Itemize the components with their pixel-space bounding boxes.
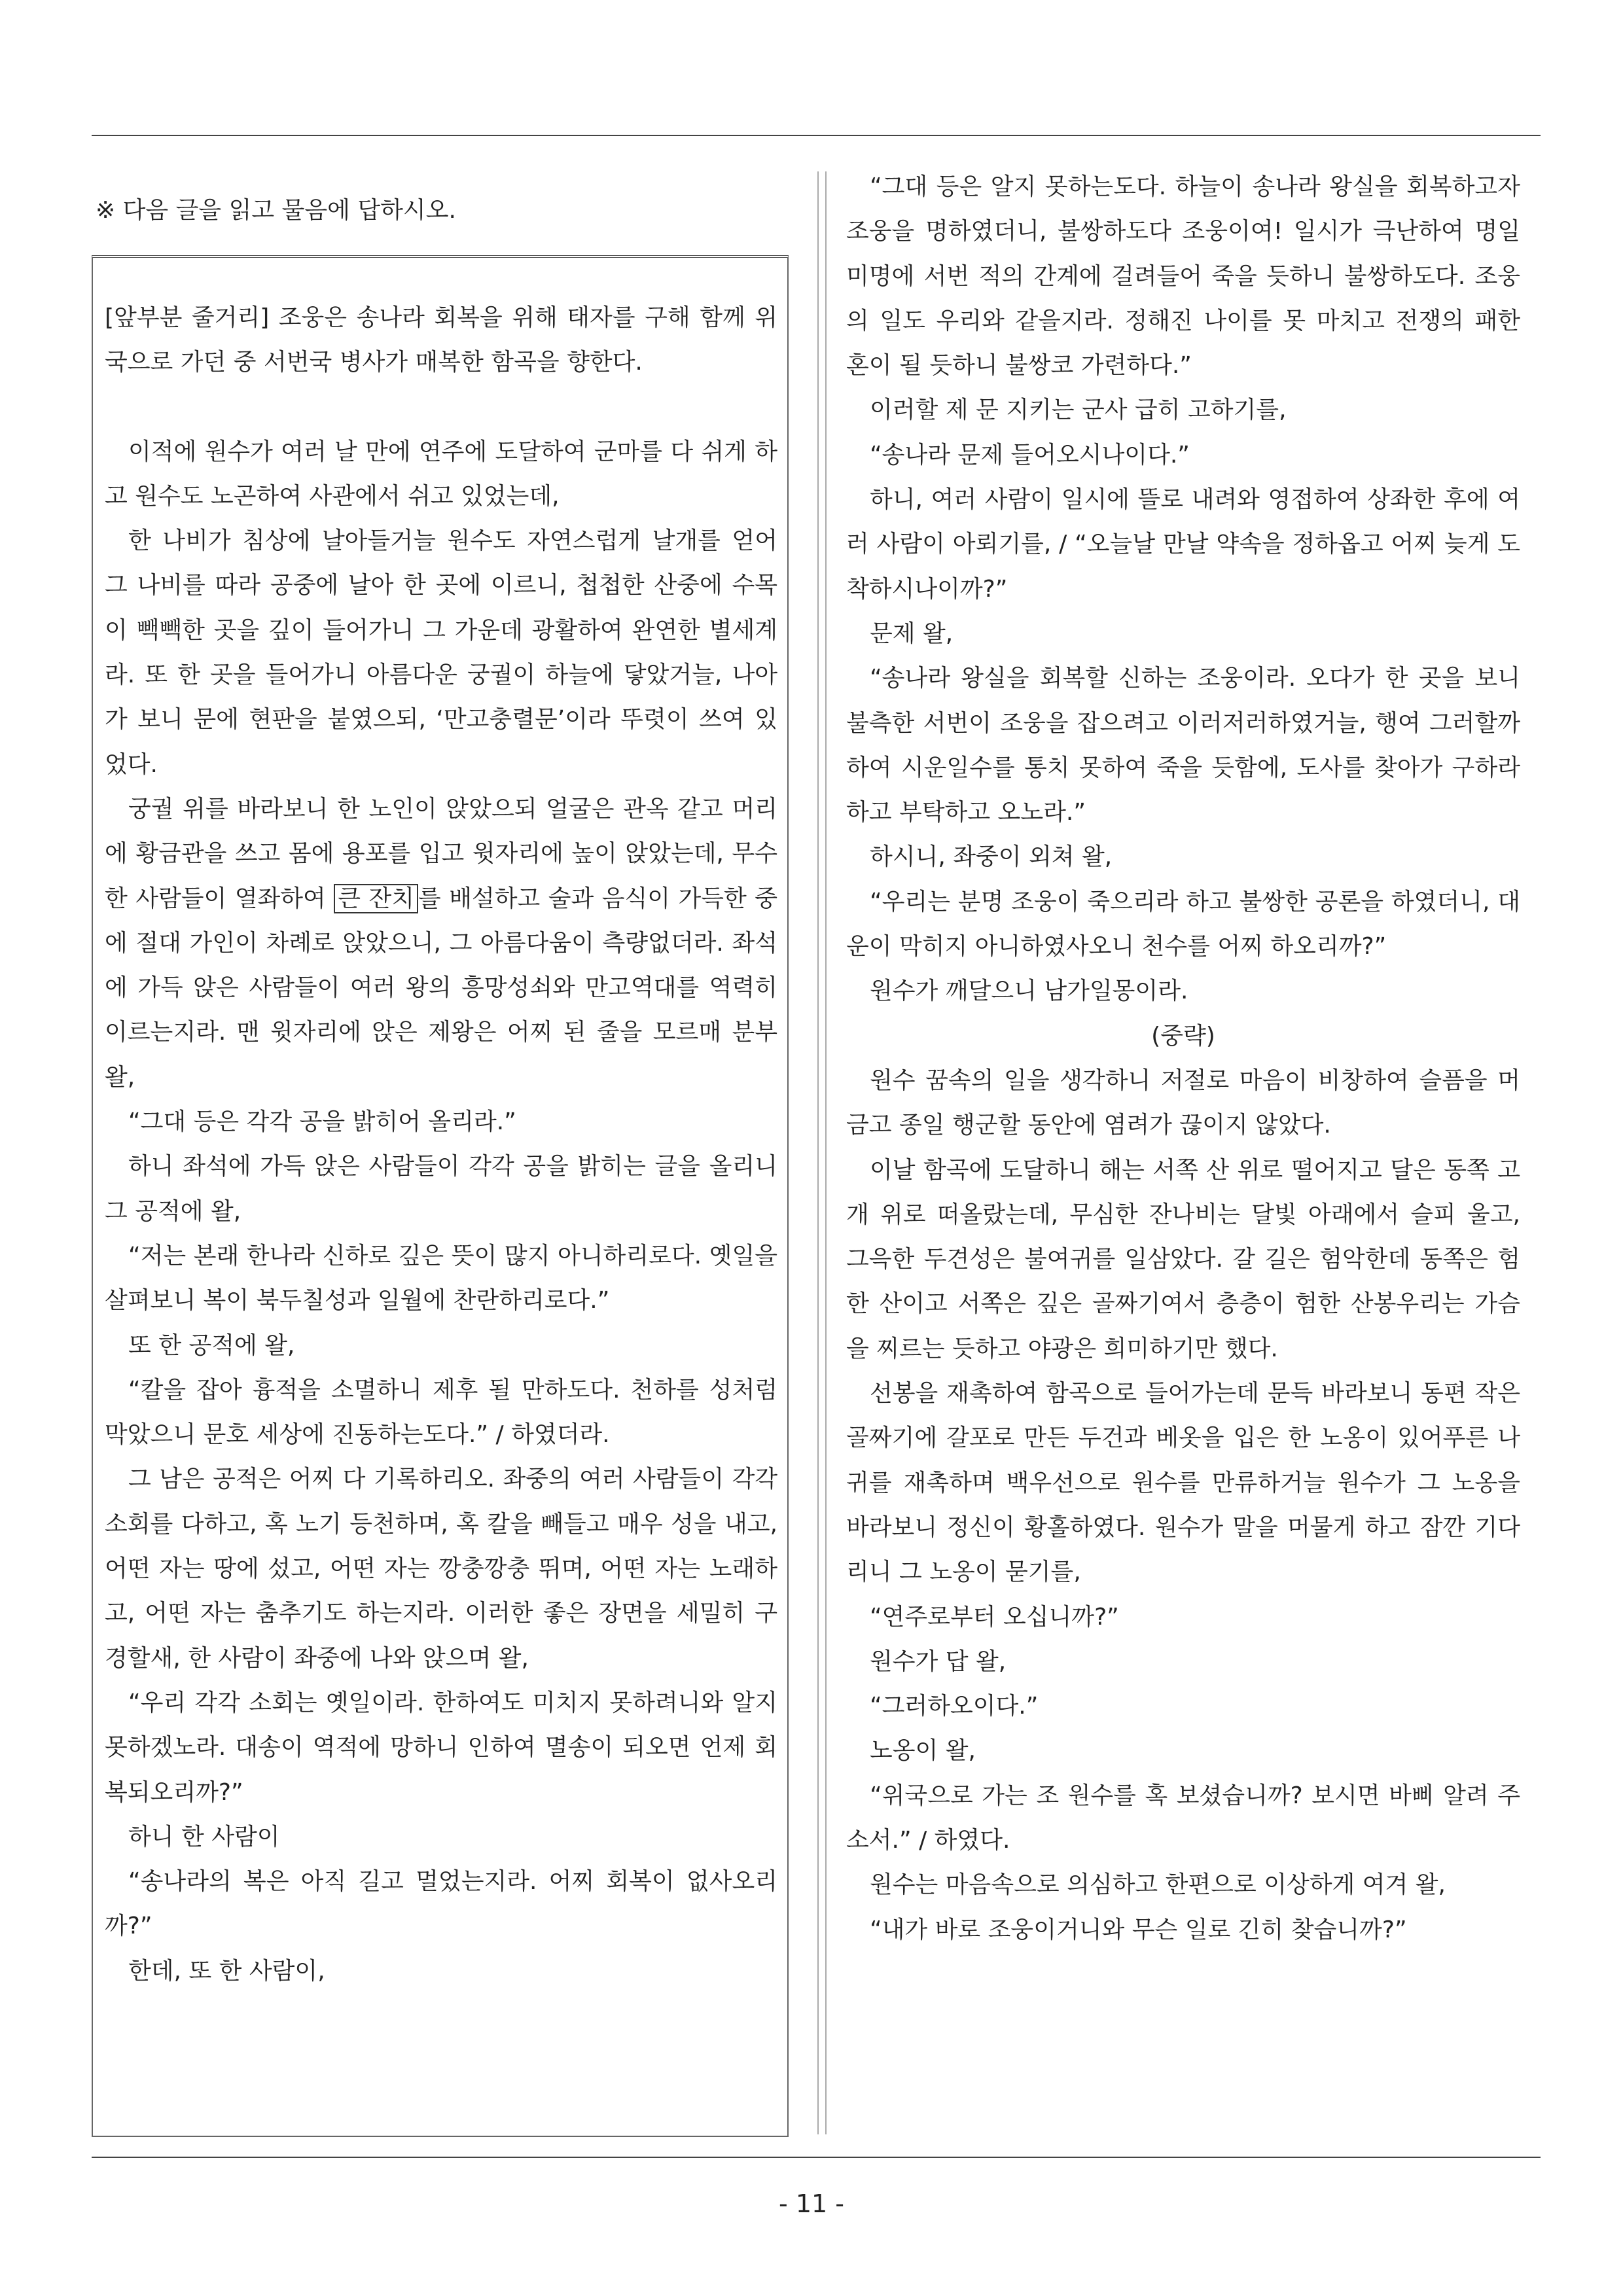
- paragraph: 하니, 여러 사람이 일시에 뜰로 내려와 영접하여 상좌한 후에 여러 사람이 아뢰기를, / “오늘날 만날 약속을 정하옵고 어찌 늦게 도착하시나이까?”: [846, 486, 1520, 603]
- paragraph: 한데, 또 한 사람이,: [128, 1957, 325, 1985]
- paragraph: “우리는 분명 조웅이 죽으리라 하고 불쌍한 공론을 하였더니, 대운이 막히지 아니하였사오니 천수를 어찌 하오리까?”: [846, 888, 1520, 961]
- page-number: - 11 -: [779, 2189, 844, 2218]
- paragraph: “그대 등은 알지 못하는도다. 하늘이 송나라 왕실을 회복하고자 조웅을 명하였더니, 불쌍하도다 조웅이여! 일시가 극난하여 명일 미명에 서번 적의 간계에 걸려들어 죽을 듯하니 불쌍하도다. 조웅의 일도 우리와 같을지라. 정해진 나이를 못 마치고 전쟁의 패한 혼이 될 듯하니 불쌍코 가련하다.”: [846, 173, 1520, 380]
- left-column: [105, 296, 777, 1994]
- paragraph: 또 한 공적에 왈,: [128, 1332, 295, 1359]
- boxed-phrase: 큰 잔치: [334, 884, 418, 913]
- paragraph: 원수 꿈속의 일을 생각하니 저절로 마음이 비창하여 슬픔을 머금고 종일 행군할 동안에 염려가 끊이지 않았다.: [846, 1067, 1520, 1139]
- paragraph: “그러하오이다.”: [870, 1693, 1039, 1720]
- paragraph: 이적에 원수가 여러 날 만에 연주에 도달하여 군마를 다 쉬게 하고 원수도 노곤하여 사관에서 쉬고 있었는데,: [105, 438, 777, 510]
- paragraph: 원수는 마음속으로 의심하고 한편으로 이상하게 여겨 왈,: [870, 1871, 1446, 1899]
- paragraph: “그대 등은 각각 공을 밝히어 올리라.”: [128, 1108, 516, 1136]
- paragraph: “저는 본래 한나라 신하로 깊은 뜻이 많지 아니하리로다. 옛일을 살펴보니 복이 북두칠성과 일월에 찬란하리로다.”: [105, 1242, 777, 1315]
- paragraph: “송나라 왕실을 회복할 신하는 조웅이라. 오다가 한 곳을 보니 불측한 서번이 조웅을 잡으려고 이러저러하였거늘, 행여 그러할까 하여 시운일수를 통치 못하여 죽을 듯함에, 도사를 찾아가 구하라 하고 부탁하고 오노라.”: [846, 665, 1520, 826]
- paragraph: 선봉을 재촉하여 함곡으로 들어가는데 문득 바라보니 동편 작은 골짜기에 갈포로 만든 두건과 베옷을 입은 한 노옹이 있어푸른 나귀를 재촉하며 백우선으로 원수를 만류하거늘 원수가 그 노옹을 바라보니 정신이 황홀하였다. 원수가 말을 머물게 하고 잠깐 기다리니 그 노옹이 묻기를,: [846, 1380, 1520, 1586]
- footer-rule: [92, 2157, 1541, 2158]
- paragraph: “위국으로 가는 조 원수를 혹 보셨습니까? 보시면 바삐 알려 주소서.” / 하였다.: [846, 1782, 1520, 1854]
- paragraph: 원수가 답 왈,: [870, 1648, 1007, 1675]
- paragraph: “우리 각각 소회는 옛일이라. 한하여도 미치지 못하려니와 알지 못하겠노라. 대송이 역적에 망하니 인하여 멸송이 되오면 언제 회복되오리까?”: [105, 1689, 777, 1806]
- paragraph: 이러할 제 문 지키는 군사 급히 고하기를,: [870, 397, 1287, 424]
- omission-note: (중략): [1151, 1022, 1215, 1050]
- paragraph: 하시니, 좌중이 외쳐 왈,: [870, 843, 1113, 871]
- paragraph: “송나라 문제 들어오시나이다.”: [870, 441, 1190, 468]
- paragraph: 궁궐 위를 바라보니 한 노인이 앉았으되 얼굴은 관옥 같고 머리에 황금관을 쓰고 몸에 용포를 입고 윗자리에 높이 앉았는데, 무수한 사람들이 열좌하여 큰 잔치 를 배설하고 술과 음식이 가득한 중에 절대 가인이 차례로 앉았으니, 그 아름다움이 측량없더라. 좌석에 가득 앉은 사람들이 여러 왕의 흥망성쇠와 만고역대를 역력히 이르는지라. 맨 윗자리에 앉은 제왕은 어찌 된 줄을 모르매 분부 왈,: [105, 795, 777, 1091]
- question-instruction: ※ 다음 글을 읽고 물음에 답하시오.: [96, 197, 456, 224]
- header-rule: [92, 135, 1541, 136]
- right-column: [846, 165, 1520, 1952]
- paragraph: 문제 왈,: [870, 620, 954, 647]
- column-divider: [817, 171, 827, 2134]
- paragraph: 노옹이 왈,: [870, 1737, 976, 1765]
- paragraph: 하니 한 사람이: [128, 1823, 280, 1850]
- paragraph: “내가 바로 조웅이거니와 무슨 일로 긴히 찾습니까?”: [870, 1916, 1407, 1943]
- paragraph: “송나라의 복은 아직 길고 멀었는지라. 어찌 회복이 없사오리까?”: [105, 1868, 777, 1940]
- paragraph: “칼을 잡아 흉적을 소멸하니 제후 될 만하도다. 천하를 성처럼 막았으니 문호 세상에 진동하는도다.” / 하였더라.: [105, 1376, 777, 1449]
- paragraph: 한 나비가 침상에 날아들거늘 원수도 자연스럽게 날개를 얻어 그 나비를 따라 공중에 날아 한 곳에 이르니, 첩첩한 산중에 수목이 빽빽한 곳을 깊이 들어가니 그 가운데 광활하여 완연한 별세계라. 또 한 곳을 들어가니 아름다운 궁궐이 하늘에 닿았거늘, 나아가 보니 문에 현판을 붙였으되, ‘만고충렬문’이라 뚜렷이 쓰여 있었다.: [105, 527, 777, 778]
- paragraph: 그 남은 공적은 어찌 다 기록하리오. 좌중의 여러 사람들이 각각 소회를 다하고, 혹 노기 등천하며, 혹 칼을 빼들고 매우 성을 내고, 어떤 자는 땅에 섰고, 어떤 자는 깡충깡충 뛰며, 어떤 자는 노래하고, 어떤 자는 춤추기도 하는지라. 이러한 좋은 장면을 세밀히 구경할새, 한 사람이 좌중에 나와 앉으며 왈,: [105, 1466, 777, 1672]
- paragraph: 원수가 깨달으니 남가일몽이라.: [870, 978, 1188, 1005]
- paragraph: “연주로부터 오십니까?”: [870, 1603, 1119, 1631]
- paragraph: 이날 함곡에 도달하니 해는 서쪽 산 위로 떨어지고 달은 동쪽 고개 위로 떠올랐는데, 무심한 잔나비는 달빛 아래에서 슬피 울고, 그윽한 두견성은 불여귀를 일삼았다. 갈 길은 험악한데 동쪽은 험한 산이고 서쪽은 깊은 골짜기여서 층층이 험한 산봉우리는 가슴을 찌르는 듯하고 야광은 희미하기만 했다.: [846, 1156, 1520, 1362]
- summary-paragraph: [앞부분 줄거리] 조웅은 송나라 회복을 위해 태자를 구해 함께 위국으로 가던 중 서번국 병사가 매복한 함곡을 향한다.: [105, 304, 777, 376]
- paragraph: 하니 좌석에 가득 앉은 사람들이 각각 공을 밝히는 글을 올리니 그 공적에 왈,: [105, 1153, 777, 1225]
